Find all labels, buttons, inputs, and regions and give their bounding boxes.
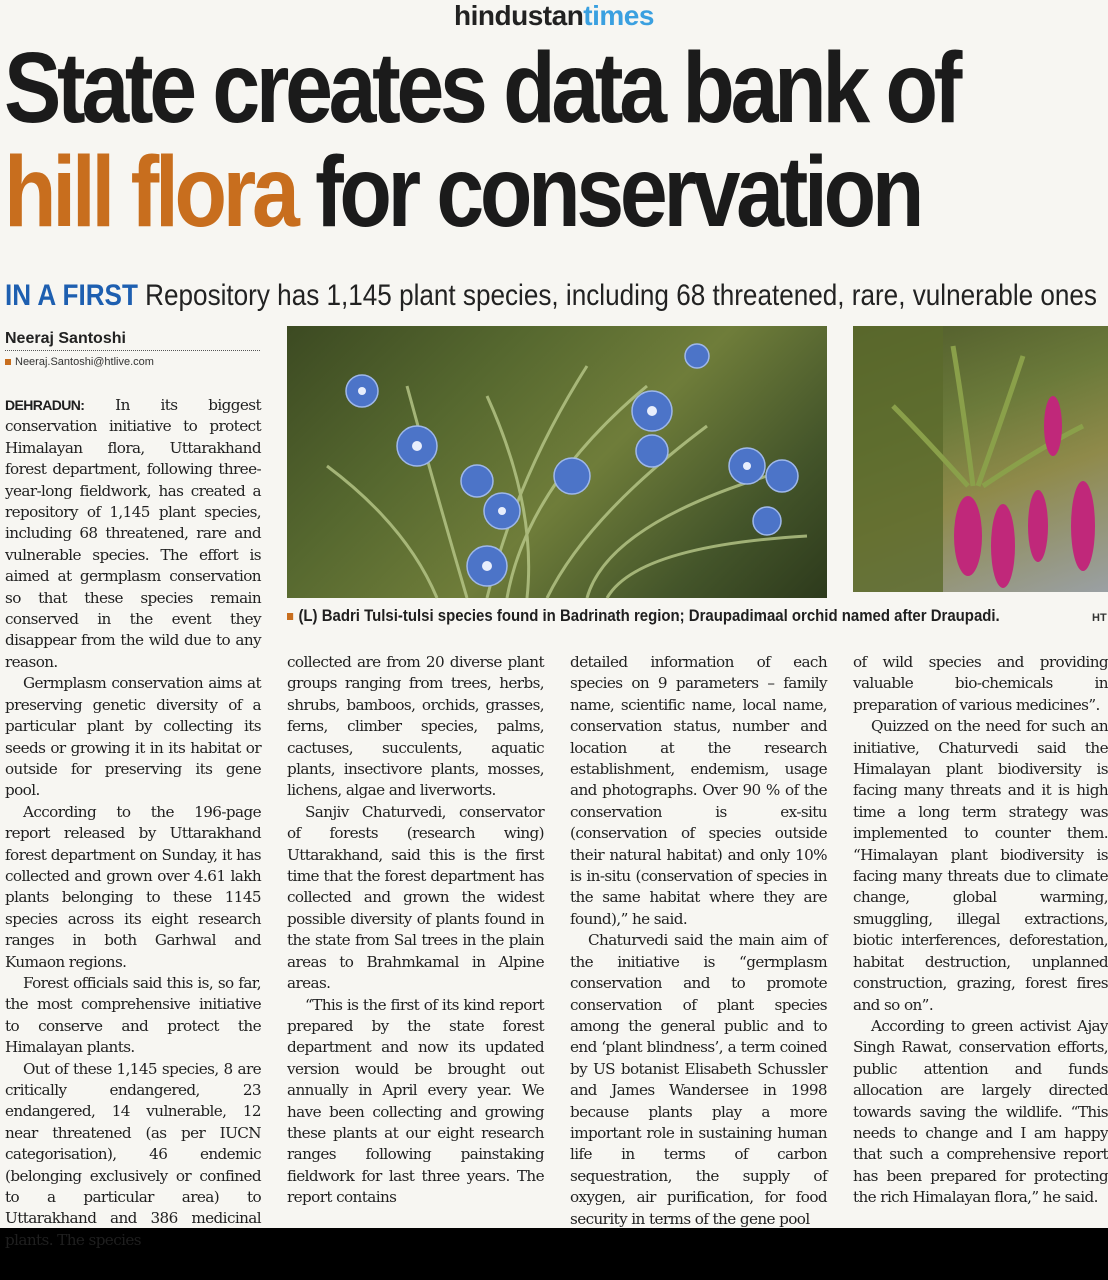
paragraph: DEHRADUN: In its biggest conservation initiative to protect Himalayan flora, Uttarakhand forest department, following three-year-long fieldwork, has created a repository of 1,145 plant species, including 68 threatened, rare and vulnerable species. The effort is aimed at germplasm conservation so that these species remain conserved in the event they disappear from the wild due to any reason.: [5, 396, 261, 671]
paragraph: Quizzed on the need for such an initiative, Chaturvedi said the Himalayan plant biodiversity is facing many threats and it is high time a long term strategy was implemented to counter them. “Himalayan plant biodiversity is facing many threats due to climate change, global warming, smuggling, illegal extractions, biotic interferences, deforestation, habitat destruction, unplanned construction, grazing, forest fires and so on”.: [853, 717, 1108, 1014]
paragraph: According to green activist Ajay Singh Rawat, conservation efforts, public attention and funds allocation are largely directed towards saving the wildlife. “This needs to change and I am happy that such a comprehensive report has been prepared for protecting the rich Himalayan flora,” he said.: [853, 1016, 1108, 1207]
paragraph: Chaturvedi said the main aim of the initiative is “germplasm conservation and to promote conservation of plant species among the general public and to end ‘plant blindness’, a term coined by US botanist Elisabeth Schussler and James Wandersee in 1998 because plants play a more important role in sustaining human life in terms of carbon sequestration, the supply of oxygen, air purification, for food security in terms of the gene pool: [570, 931, 827, 1228]
paragraph: Forest officials said this is, so far, the most comprehensive initiative to conserve and protect the Himalayan plants.: [5, 973, 261, 1057]
badri-tulsi-illustration: [287, 326, 827, 598]
headline-accent: hill flora: [4, 136, 296, 248]
bullet-square-icon: [5, 359, 11, 365]
article-column-4: [853, 652, 1108, 1209]
photo-draupadimaal-orchid: [853, 326, 1108, 592]
paragraph: collected are from 20 diverse plant groups ranging from trees, herbs, shrubs, bamboos, orchids, grasses, ferns, climber species, palms, cactuses, succulents, aquatic plants, insectivore plants, mosses, lichens, algae and liverworts.: [287, 653, 544, 800]
headline-line-2: [4, 136, 953, 248]
photo-credit: HT: [1092, 612, 1107, 624]
photo-caption: [287, 606, 1009, 626]
article-column-1: [5, 395, 261, 1251]
paragraph: “This is the first of its kind report prepared by the state forest department and now its updated version would be brought out annually in April every year. We have been collecting and growing these plants at our eight research ranges following painstaking fieldwork for last three years. The report contains: [287, 995, 544, 1207]
masthead-times: times: [583, 0, 654, 31]
byline-email: Neeraj.Santoshi@htlive.com: [15, 356, 154, 368]
headline-line-1: State creates data bank of: [4, 32, 959, 144]
subhead: [5, 278, 1097, 314]
headline: [4, 32, 959, 248]
subhead-kicker: IN A FIRST: [5, 279, 138, 312]
headline-line-2-rest: for conservation: [295, 136, 921, 248]
paragraph: Out of these 1,145 species, 8 are critically endangered, 23 endangered, 14 vulnerable, 12 near threatened (as per IUCN categorisation), 46 endemic (belonging exclusively or confined to a particular area) to Uttarakhand and 386 medicinal plants. The species: [5, 1059, 261, 1249]
bullet-square-icon: [287, 613, 293, 620]
paragraph: According to the 196-page report released by Uttarakhand forest department on Sunday, it has collected and grown over 4.61 lakh plants belonging to these 1145 species across its eight research ranges in both Garhwal and Kumaon regions.: [5, 802, 261, 971]
paragraph: Sanjiv Chaturvedi, conservator of forests (research wing) Uttarakhand, said this is the first time that the forest department has collected and grown the widest possible diversity of plants found in the state from Sal trees in the plain areas to Brahmkamal in Alpine areas.: [287, 802, 544, 993]
masthead: [0, 0, 1108, 32]
orchid-illustration: [853, 326, 1108, 592]
paragraph: detailed information of each species on 9 parameters – family name, scientific name, local name, conservation status, number and location at the research establishment, endemism, usage and photographs. Over 90 % of the conservation is ex-situ (conservation of species outside their natural habitat) and only 10% is in-situ (conservation of species in the same habitat where they are found),” he said.: [570, 653, 827, 928]
dateline: DEHRADUN:: [5, 397, 85, 413]
article-column-2: [287, 652, 544, 1209]
byline-email-row: [5, 356, 260, 368]
paragraph: Germplasm conservation aims at preserving genetic diversity of a particular plant by collecting its seeds or growing it in its habitat or outside for preserving its gene pool.: [5, 674, 261, 800]
byline-author: Neeraj Santoshi: [5, 330, 260, 351]
caption-text: (L) Badri Tulsi-tulsi species found in Badrinath region; Draupadimaal orchid named after Draupadi.: [298, 606, 1000, 625]
article-column-3: [570, 652, 827, 1230]
subhead-text: Repository has 1,145 plant species, including 68 threatened, rare, vulnerable ones: [137, 279, 1097, 312]
masthead-hindustan: hindustan: [454, 0, 584, 31]
paragraph: of wild species and providing valuable bio-chemicals in preparation of various medicines”.: [853, 653, 1108, 714]
photo-badri-tulsi: [287, 326, 827, 598]
